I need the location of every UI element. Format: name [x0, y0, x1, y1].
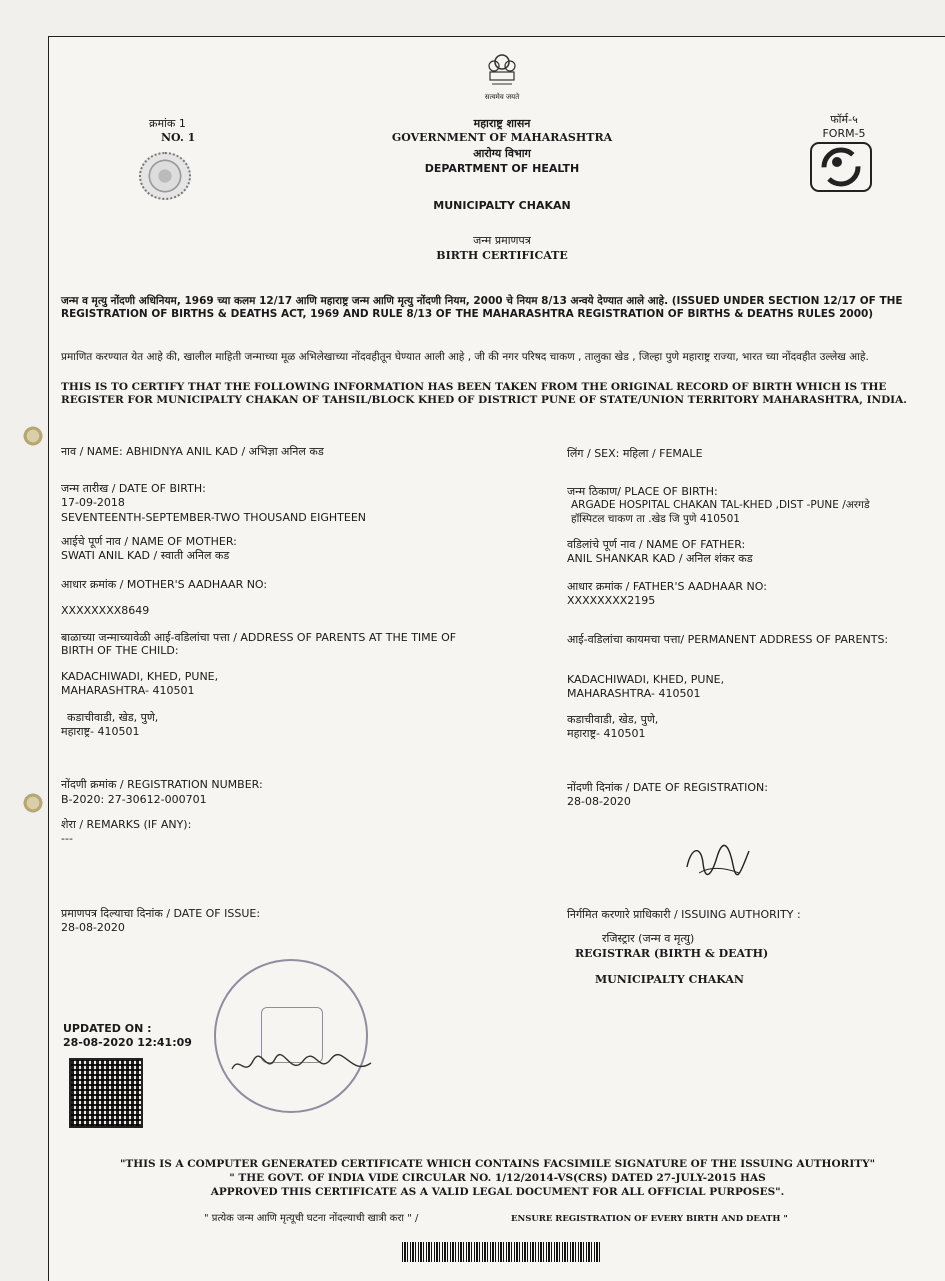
address-at-birth-mr1: कडाचीवाडी, खेड, पुणे,	[67, 711, 159, 724]
authority-municipality: MUNICIPALTY CHAKAN	[595, 973, 744, 986]
footer-note-line2: " THE GOVT. OF INDIA VIDE CIRCULAR NO. 1/12/2014-VS(CRS) DATED 27-JULY-2015 HAS	[229, 1172, 766, 1184]
remarks-value: ---	[61, 832, 73, 845]
dob-label: जन्म तारीख / DATE OF BIRTH:	[61, 482, 206, 495]
address-at-birth-mr2: महाराष्ट्र- 410501	[61, 725, 140, 738]
mother-aadhaar-value: XXXXXXXX8649	[61, 604, 150, 617]
barcode	[402, 1242, 602, 1262]
address-at-birth-label: बाळाच्या जन्माच्यावेळी आई-वडिलांचा पत्ता / ADDRESS OF PARENTS AT THE TIME OF	[61, 631, 457, 644]
serial-label-en: NO. 1	[161, 131, 196, 144]
updated-on-value: 28-08-2020 12:41:09	[63, 1036, 192, 1049]
address-at-birth-label-2: BIRTH OF THE CHILD:	[61, 644, 179, 657]
registrar-en: REGISTRAR (BIRTH & DEATH)	[575, 947, 769, 960]
updated-on-label: UPDATED ON :	[63, 1022, 152, 1035]
place-of-birth-line1: ARGADE HOSPITAL CHAKAN TAL-KHED ,DIST -PUNE /अरगडे	[571, 499, 870, 511]
dept-name-mr: आरोग्य विभाग	[473, 147, 531, 160]
form-label-en: FORM-5	[822, 127, 866, 140]
punch-hole-top	[22, 425, 44, 447]
issue-date-label: प्रमाणपत्र दिल्याचा दिनांक / DATE OF ISSUE:	[61, 907, 261, 920]
issued-under-paragraph: जन्म व मृत्यु नोंदणी अधिनियम, 1969 च्या कलम 12/17 आणि महाराष्ट्र जन्म आणि मृत्यु नोंदणी नियम, 2000 चे नियम 8/13 अन्वये देण्यात आले आहे. (ISSUED UNDER SECTION 12/17 OF THE REGISTRATION OF BIRTHS & DEATHS ACT, 1969 AND RULE 8/13 OF THE MAHARASHTRA REGISTRATION OF BIRTHS & DEATHS RULES 2000)	[61, 295, 903, 320]
mother-aadhaar-label: आधार क्रमांक / MOTHER'S AADHAAR NO:	[61, 578, 268, 591]
municipality-title: MUNICIPALTY CHAKAN	[433, 199, 571, 212]
father-name-label: वडिलांचे पूर्ण नाव / NAME OF FATHER:	[567, 538, 746, 551]
registration-date-value: 28-08-2020	[567, 795, 631, 808]
form-label-mr: फॉर्म-५	[830, 113, 858, 126]
certify-paragraph-en: THIS IS TO CERTIFY THAT THE FOLLOWING INFORMATION HAS BEEN TAKEN FROM THE ORIGINAL RECORD OF BIRTH WHICH IS THE REGISTER FOR MUNICIPALTY CHAKAN OF TAHSIL/BLOCK KHED OF DISTRICT PUNE OF STATE/UNION TERRITORY MAHARASHTRA, INDIA.	[61, 381, 907, 406]
permanent-address-mr2: महाराष्ट्र- 410501	[567, 727, 646, 740]
certificate-title-mr: जन्म प्रमाणपत्र	[473, 234, 531, 247]
dob-value: 17-09-2018	[61, 496, 125, 509]
registration-logo-icon	[810, 142, 872, 192]
permanent-address-mr1: कडाचीवाडी, खेड, पुणे,	[567, 713, 659, 726]
sex-field: लिंग / SEX: महिला / FEMALE	[567, 447, 703, 460]
father-aadhaar-label: आधार क्रमांक / FATHER'S AADHAAR NO:	[567, 580, 767, 593]
child-name: नाव / NAME: ABHIDNYA ANIL KAD / अभिज्ञा अनिल कड	[61, 445, 324, 458]
permanent-address-label: आई-वडिलांचा कायमचा पत्ता/ PERMANENT ADDRESS OF PARENTS:	[567, 633, 889, 646]
registrar-mr: रजिस्ट्रार (जन्म व मृत्यु)	[602, 932, 695, 945]
mother-name-label: आईचे पूर्ण नाव / NAME OF MOTHER:	[61, 535, 237, 548]
father-aadhaar-value: XXXXXXXX2195	[567, 594, 656, 607]
dept-name-en: DEPARTMENT OF HEALTH	[424, 162, 580, 175]
registration-number-label: नोंदणी क्रमांक / REGISTRATION NUMBER:	[61, 778, 263, 791]
govt-name-en: GOVERNMENT OF MAHARASHTRA	[391, 131, 613, 144]
address-at-birth-line1: KADACHIWADI, KHED, PUNE,	[61, 670, 219, 683]
address-at-birth-line2: MAHARASHTRA- 410501	[61, 684, 195, 697]
issuing-authority-label: निर्गमित करणारे प्राधिकारी / ISSUING AUTHORITY :	[567, 908, 801, 921]
place-of-birth-line2: हॉस्पिटल चाकण ता .खेड जि पुणे 410501	[571, 513, 740, 525]
dob-words: SEVENTEENTH-SEPTEMBER-TWO THOUSAND EIGHTEEN	[61, 511, 367, 524]
issue-date-value: 28-08-2020	[61, 921, 125, 934]
registration-number-value: B-2020: 27-30612-000701	[61, 793, 207, 806]
permanent-address-line1: KADACHIWADI, KHED, PUNE,	[567, 673, 725, 686]
serial-label-mr: क्रमांक 1	[149, 117, 186, 130]
signature-icon	[679, 837, 759, 885]
registration-date-label: नोंदणी दिनांक / DATE OF REGISTRATION:	[567, 781, 768, 794]
permanent-address-line2: MAHARASHTRA- 410501	[567, 687, 701, 700]
qr-code	[69, 1058, 143, 1128]
punch-hole-bottom	[22, 792, 44, 814]
footer-note-line3: APPROVED THIS CERTIFICATE AS A VALID LEGAL DOCUMENT FOR ALL OFFICIAL PURPOSES".	[210, 1186, 785, 1198]
footer-note-line1: "THIS IS A COMPUTER GENERATED CERTIFICATE WHICH CONTAINS FACSIMILE SIGNATURE OF THE ISSUING AUTHORITY"	[119, 1158, 876, 1170]
place-of-birth-label: जन्म ठिकाण/ PLACE OF BIRTH:	[567, 485, 718, 498]
slogan-en: ENSURE REGISTRATION OF EVERY BIRTH AND DEATH "	[511, 1214, 788, 1224]
emblem-caption: सत्यमेव जयते	[484, 93, 520, 101]
govt-name-mr: महाराष्ट्र शासन	[473, 117, 531, 130]
stamp-signature-icon	[227, 1047, 377, 1083]
mother-name-value: SWATI ANIL KAD / स्वाती अनिल कड	[61, 549, 230, 562]
father-name-value: ANIL SHANKAR KAD / अनिल शंकर कड	[567, 552, 753, 565]
certificate-page	[48, 36, 945, 1281]
municipal-seal-icon	[139, 152, 191, 200]
certificate-title-en: BIRTH CERTIFICATE	[436, 249, 568, 262]
slogan-mr: " प्रत्येक जन्म आणि मृत्यूची घटना नोंदल्याची खात्री करा " /	[204, 1213, 419, 1224]
certify-paragraph-mr: प्रमाणित करण्यात येत आहे की, खालील माहिती जन्माच्या मूळ अभिलेखाच्या नोंदवहीतून घेण्यात आली आहे , जी की नगर परिषद चाकण , तालुका खेड , जिल्हा पुणे महाराष्ट्र राज्या, भारत च्या नोंदवहीत उल्लेख आहे.	[61, 351, 869, 363]
remarks-label: शेरा / REMARKS (IF ANY):	[61, 818, 192, 831]
emblem-icon	[484, 52, 520, 94]
